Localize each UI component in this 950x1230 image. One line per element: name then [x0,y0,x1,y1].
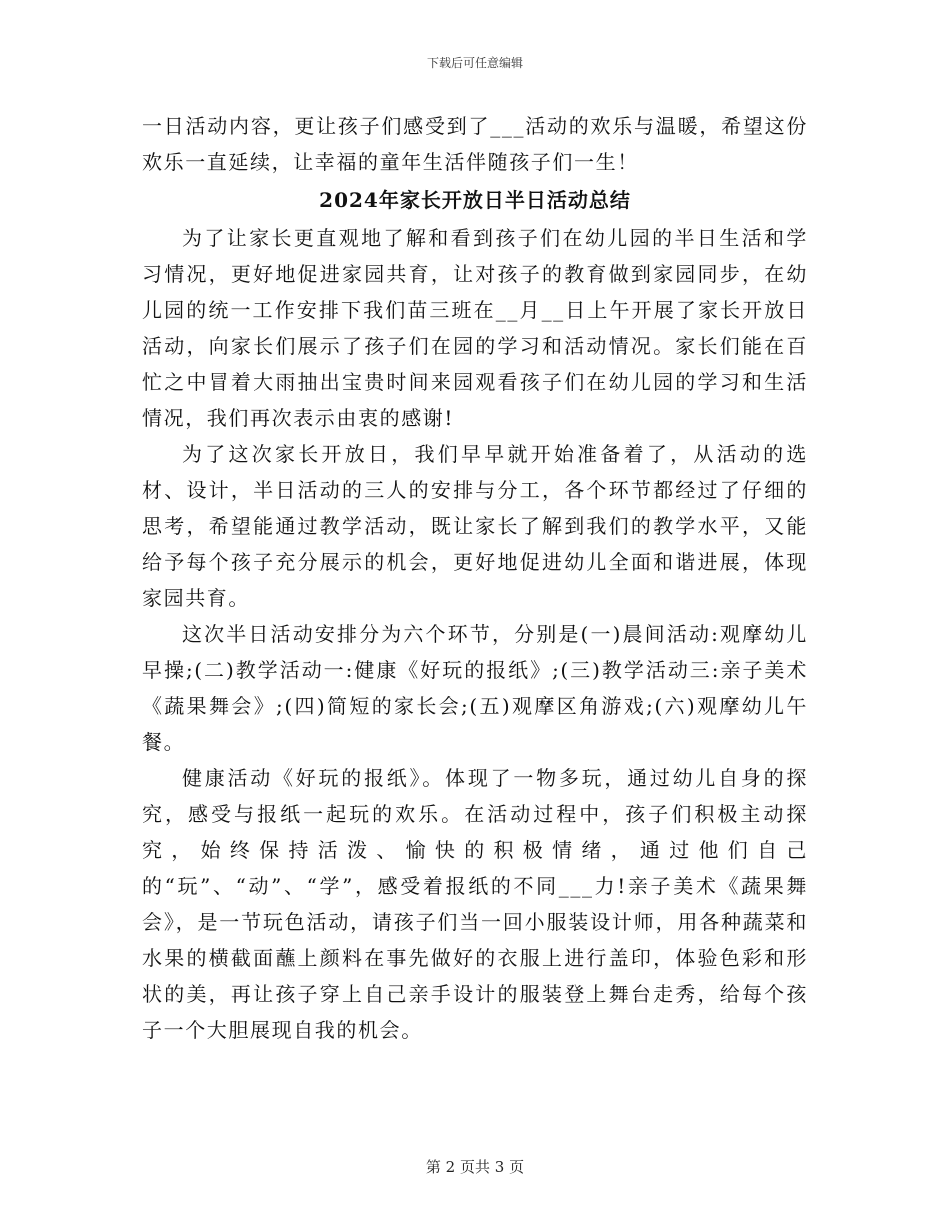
document-title: 2024年家长开放日半日活动总结 [319,188,631,212]
paragraph-3: 这次半日活动安排分为六个环节，分别是(一)晨间活动:观摩幼儿早操;(二)教学活动一:健康《好玩的报纸》;(三)教学活动三:亲子美术《蔬果舞会》;(四)简短的家长会;(五)观摩区角游戏;(六)观摩幼儿午餐。 [142,622,808,754]
paragraph-1: 为了让家长更直观地了解和看到孩子们在幼儿园的半日生活和学习情况，更好地促进家园共育，让对孩子的教育做到家园同步，在幼儿园的统一工作安排下我们苗三班在__月__日上午开展了家长开放日活动，向家长们展示了孩子们在园的学习和活动情况。家长们能在百忙之中冒着大雨抽出宝贵时间来园观看孩子们在幼儿园的学习和生活情况，我们再次表示由衷的感谢! [142,226,808,430]
page-number: 第 2 页共 3 页 [425,1158,525,1176]
header-note: 下载后可任意编辑 [426,56,523,70]
paragraph-4: 健康活动《好玩的报纸》。体现了一物多玩，通过幼儿自身的探究，感受与报纸一起玩的欢乐。在活动过程中，孩子们积极主动探究，始终保持活泼、愉快的积极情绪，通过他们自己的“玩”、“动”、“学”，感受着报纸的不同___力!亲子美术《蔬果舞会》，是一节玩色活动，请孩子们当一回小服装设计师，用各种蔬菜和水果的横截面蘸上颜料在事先做好的衣服上进行盖印，体验色彩和形状的美，再让孩子穿上自己亲手设计的服装登上舞台走秀，给每个孩子一个大胆展现自我的机会。 [142,766,808,1042]
paragraph-2: 为了这次家长开放日，我们早早就开始准备着了，从活动的选材、设计，半日活动的三人的安排与分工，各个环节都经过了仔细的思考，希望能通过教学活动，既让家长了解到我们的教学水平，又能给予每个孩子充分展示的机会，更好地促进幼儿全面和谐进展，体现家园共育。 [142,442,808,610]
document-body [142,108,808,1048]
intro-paragraph: 一日活动内容，更让孩子们感受到了___活动的欢乐与温暖，希望这份欢乐一直延续，让幸福的童年生活伴随孩子们一生！ [142,114,808,174]
